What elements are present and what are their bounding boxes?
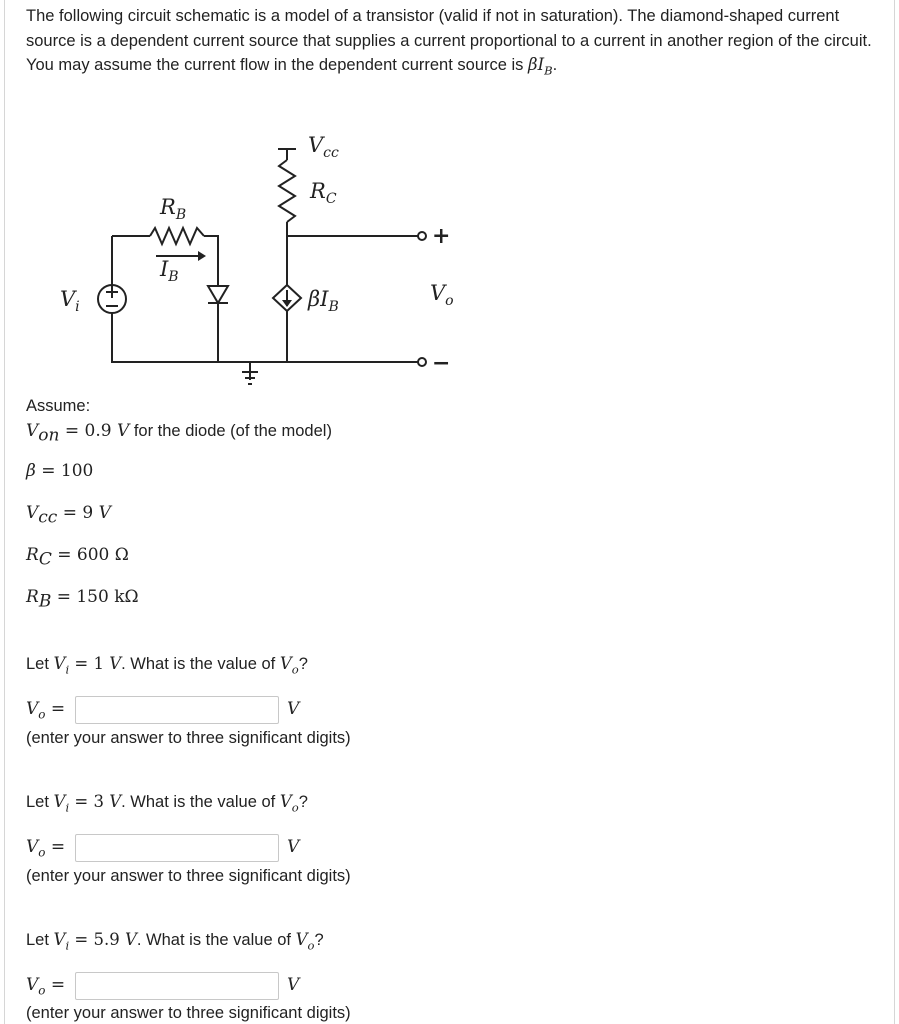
vo-minus-sign: − [432,350,451,376]
rc-label: $R_C$ [310,179,337,207]
param-vcc: $V_{cc} = 9$ V [26,503,111,528]
wire-bottom [112,236,418,362]
problem-intro: The following circuit schematic is a model of a transistor (valid if not in saturation). The diamond-shaped current source is a dependent current source that supplies a current proportional to a current in another region of the circuit. You may assume the current flow in the dependent current source is $\beta I_B$. [26,7,872,78]
param-beta: β = 100 [26,461,94,481]
answer-unit-1: V [287,699,300,719]
source-arrow-head [282,300,292,307]
diode [208,272,228,320]
answer-unit-3: V [287,975,300,995]
hint-3: (enter your answer to three significant digits) [26,1004,351,1022]
question-1: Let $V_i = 1$ V. What is the value of $V_o$? [26,654,308,677]
ib-label: $I_B$ [160,257,179,285]
param-rc: $R_C = 600$ Ω [26,545,129,570]
vo-minus-terminal[interactable] [418,358,426,366]
vo-plus-sign: + [432,223,451,249]
answer-label-2: $V_o$ = [26,837,66,860]
question-3: Let $V_i = 5.9$ V. What is the value of $V_o$? [26,930,324,953]
vo-label: $V_o$ [430,281,454,309]
param-rb: $R_B = 150$ kΩ [26,587,139,612]
vo-plus-terminal[interactable] [418,232,426,240]
question-2: Let $V_i = 3$ V. What is the value of $V_o$? [26,792,308,815]
answer-label-1: $V_o$ = [26,699,66,722]
param-von: $V_{on} = 0.9$ V for the diode (of the model) [26,421,332,446]
answer-unit-2: V [287,837,300,857]
answer-input-3[interactable] [75,972,279,1000]
vi-label: $V_i$ [60,287,80,315]
circuit-schematic [0,0,899,395]
ib-arrow-head [198,251,206,261]
rb-resistor [150,228,204,244]
rc-resistor [279,160,295,222]
intro-text: The following circuit schematic is a model of a transistor (valid if not in saturation). The diamond-shaped current source is a dependent current source that supplies a current proportional to a current in another region of the circuit. You may assume the current flow in the dependent current source is [26,7,872,74]
intro-beta-ib: $\beta I_B$ [528,55,553,78]
assume-heading: Assume: [26,397,91,415]
vcc-label: $V_{cc}$ [308,133,339,161]
answer-label-3: $V_o$ = [26,975,66,998]
hint-2: (enter your answer to three significant digits) [26,867,351,885]
hint-1: (enter your answer to three significant digits) [26,729,351,747]
answer-input-2[interactable] [75,834,279,862]
answer-input-1[interactable] [75,696,279,724]
source-label: $\beta I_B$ [308,287,339,315]
vcc-terminal [278,149,296,160]
rb-label: $R_B$ [160,195,187,223]
